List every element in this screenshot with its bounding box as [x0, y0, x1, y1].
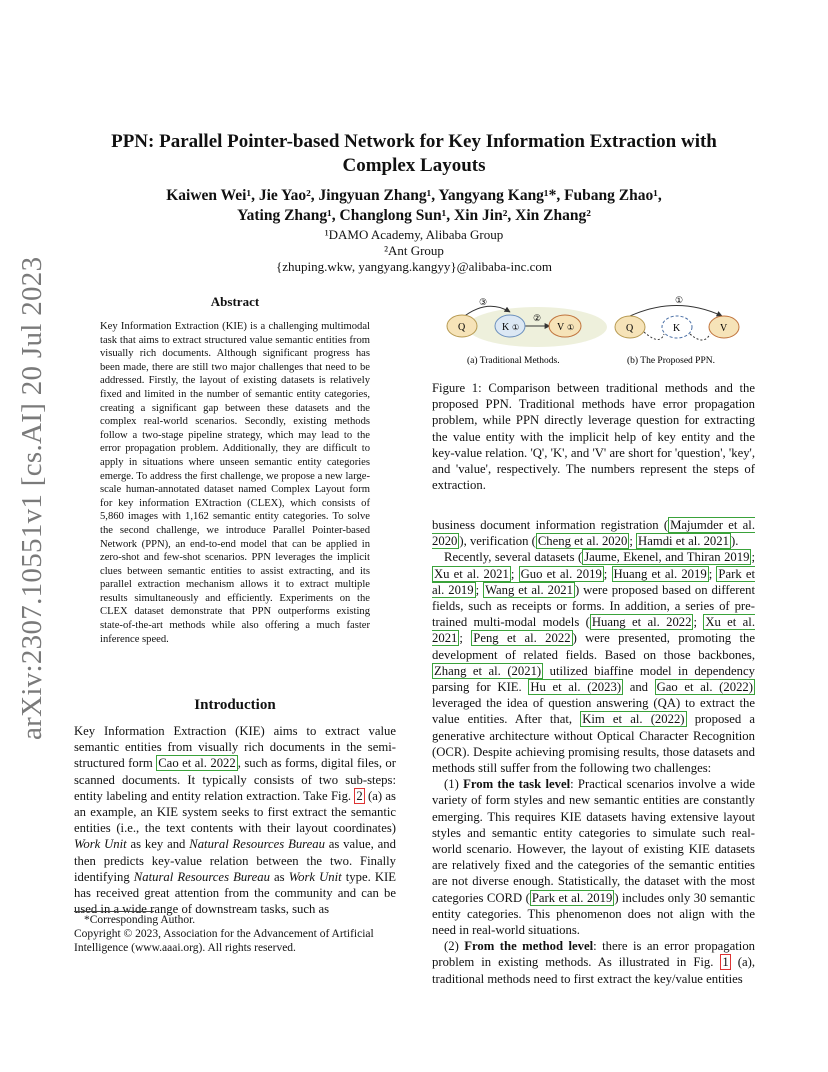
node-k-step-label: ① — [512, 323, 520, 332]
citation-link[interactable]: Zhang et al. (2021) — [434, 663, 542, 678]
citation-link[interactable]: Cao et al. 2022 — [158, 756, 236, 771]
right-column-body — [432, 517, 755, 987]
citation-link[interactable]: Jaume, Ekenel, and Thiran 2019 — [584, 550, 750, 565]
authors-line-1: Kaiwen Wei¹, Jie Yao², Jingyuan Zhang¹, Yangyang Kang¹*, Fubang Zhao¹, — [166, 187, 662, 204]
node-v-b-label: V — [720, 323, 728, 334]
citation-link[interactable]: Hu et al. (2023) — [530, 680, 622, 695]
node-v-a — [549, 315, 581, 337]
title-line-2: Complex Layouts — [342, 155, 486, 176]
citation-link[interactable]: Kim et al. (2022) — [582, 712, 685, 727]
subcaption-b: (b) The Proposed PPN. — [627, 356, 715, 366]
step-1-label: ① — [675, 295, 684, 305]
citation-link[interactable]: Hamdi et al. 2021 — [638, 534, 729, 549]
copyright-notice: Copyright © 2023, Association for the Advancement of Artificial Intelligence (www.aaai.org). All rights reserved. — [74, 928, 374, 954]
node-v-a-label: V — [557, 322, 565, 333]
citation-link[interactable]: Huang et al. 2022 — [591, 615, 692, 630]
citation-link[interactable]: Cheng et al. 2020 — [537, 534, 628, 549]
footnote-block — [74, 913, 404, 955]
citation-link[interactable]: Guo et al. 2019 — [520, 566, 602, 581]
node-v-step-label: ① — [567, 323, 575, 332]
citation-link[interactable]: Park et al. 2019 — [432, 566, 755, 597]
citation-link[interactable]: Gao et al. (2022) — [656, 680, 753, 695]
citation-link[interactable]: Wang et al. 2021 — [485, 582, 573, 597]
author-list — [90, 186, 738, 226]
right-paragraph-0: business document information registration ( Majumder et al. 2020 ), verification ( Cheng et al. 2020 ; Hamdi et al. 2021 ). — [432, 518, 755, 549]
footnote-corresponding: *Corresponding Author. — [84, 914, 196, 926]
node-q-a-label: Q — [458, 322, 466, 333]
citation-link[interactable]: Huang et al. 2019 — [613, 566, 707, 581]
subcaption-a: (a) Traditional Methods. — [467, 356, 560, 366]
abstract-text: Key Information Extraction (KIE) is a challenging multimodal task that aims to extract structured value semantic entities from visually rich documents. Although significant progress has been made, there are still two major challenges that need to be addressed. Firstly, the layout of existing datasets is relatively fixed and limited in the number of semantic entity categories, creating a significant gap between these datasets and the complex real-world scenarios. Secondly, existing methods follow a two-stage pipeline strategy, which may lead to the error propagation problem. Additionally, they are difficult to apply in situations where unseen semantic entity categories emerge. To address the first challenge, we propose a new large-scale human-annotated dataset named Complex Layout form for key information EXtraction (CLEX), which consists of 5,860 images with 1,162 semantic entity categories. To solve the second challenge, we introduce Parallel Pointer-based Network (PPN), an end-to-end model that can be applied in zero-shot and few-shot scenarios. PPN leverages the implicit clues between semantic entities to assist extracting, and its parallel extraction mechanism allows it to extract multiple results simultaneously and efficiently. Experiments on the CLEX dataset demonstrate that PPN outperforms existing state-of-the-art methods while also offering a much faster inference speed. — [100, 321, 370, 645]
intro-paragraph-1: Key Information Extraction (KIE) aims to extract value semantic entities from visually rich documents in the semi-structured form Cao et al. 2022 , such as forms, digital files, or scanned documents. It typically consists of two sub-steps: entity labeling and entity relation extraction. Take Fig. 2 (a) as an example, an KIE system seeks to first extract the semantic entities (i.e., the text contents with their layout coordinates) Work Unit as key and Natural Resources Bureau as value, and then predicts key-value relation between the two. Finally identifying Natural Resources Bureau as Work Unit type. KIE has received great attention from the community and can be used in a wide range of downstream tasks, such as — [74, 724, 396, 917]
figure-ref-link[interactable]: 1 — [722, 955, 729, 970]
affiliation-2: ²Ant Group — [384, 243, 444, 258]
node-k-a — [495, 315, 525, 337]
implicit-edge-k-v — [690, 334, 710, 340]
arxiv-identifier: arXiv:2307.10551v1 [cs.AI] 20 Jul 2023 — [16, 256, 48, 740]
citation-link[interactable]: Xu et al. 2021 — [434, 566, 509, 581]
node-k-a-label: K — [502, 322, 510, 333]
affiliation-1: ¹DAMO Academy, Alibaba Group — [324, 227, 504, 242]
figure-1-caption: Figure 1: Comparison between traditional methods and the proposed PPN. Traditional methods have error propagation problem, while PPN directly leverage question for extracting the value entity with the implicit help of key entity and the key-value relation. 'Q', 'K', and 'V' are short for 'question', 'key', and 'value', respectively. The numbers represent the steps of extraction. — [432, 381, 755, 493]
citation-link[interactable]: Xu et al. 2021 — [432, 615, 755, 646]
citation-link[interactable]: Park et al. 2019 — [531, 890, 613, 905]
step-2-label: ② — [533, 313, 542, 323]
author-email: {zhuping.wkw, yangyang.kangyy}@alibaba-inc.com — [276, 259, 552, 274]
paper-title — [60, 130, 768, 178]
right-paragraph-3: (2) From the method level: there is an error propagation problem in existing methods. As illustrated in Fig. 1 (a), traditional methods need to first extract the key/value entities — [432, 939, 756, 986]
title-line-1: PPN: Parallel Pointer-based Network for Key Information Extraction with — [111, 131, 717, 152]
node-q-b-label: Q — [626, 323, 634, 334]
step-3-label: ③ — [479, 297, 488, 307]
citation-link[interactable]: Peng et al. 2022 — [473, 631, 571, 646]
figure-ref-link[interactable]: 2 — [356, 788, 363, 803]
citation-link[interactable]: Majumder et al. 2020 — [432, 518, 755, 549]
right-paragraph-1: Recently, several datasets ( Jaume, Ekenel, and Thiran 2019 ; Xu et al. 2021 ; Guo et al. 2019 ; Huang et al. 2019 ; Park et al. 2019 ; Wang et al. 2021 ) were proposed based on different fields, such as receipts or forms. In addition, a series of pre-trained multi-modal models ( Huang et al. 2022 ; Xu et al. 2021 ; Peng et al. 2022 ) were presented, promoting the development of related fields. Based on those backbones, Zhang et al. (2021) utilized biaffine model in dependency parsing for KIE. Hu et al. (2023) and Gao et al. (2022) leveraged the idea of question answering (QA) to extract the value entities. After that, Kim et al. (2022) proposed a generative architecture without Optical Character Recognition (OCR). Despite achieving promising results, those datasets and methods still suffer from the following two challenges: — [432, 550, 755, 776]
abstract-heading: Abstract — [210, 294, 260, 309]
edge-q-v — [630, 306, 722, 317]
introduction-heading: Introduction — [194, 697, 276, 713]
right-paragraph-2: (1) From the task level: Practical scenarios involve a wide variety of form styles and new semantic entities are constantly emerging. This requires KIE datasets having extensive layout styles and semantic entity categories to simulate such real-world scenario. However, the layout of existing KIE datasets are relatively fixed and the categories of the semantic entities are not diverse enough. Statistically, the dataset with the most categories CORD ( Park et al. 2019 ) includes only 30 semantic entity categories. This phenomenon does not align with the need in real-world situations. — [432, 777, 755, 938]
implicit-edge-q-k — [644, 332, 664, 340]
figure-1 — [432, 290, 762, 370]
footnote-divider — [74, 911, 154, 912]
affiliations — [200, 227, 628, 275]
node-k-b-label: K — [673, 323, 681, 334]
authors-line-2: Yating Zhang¹, Changlong Sun¹, Xin Jin², Xin Zhang² — [237, 207, 591, 224]
